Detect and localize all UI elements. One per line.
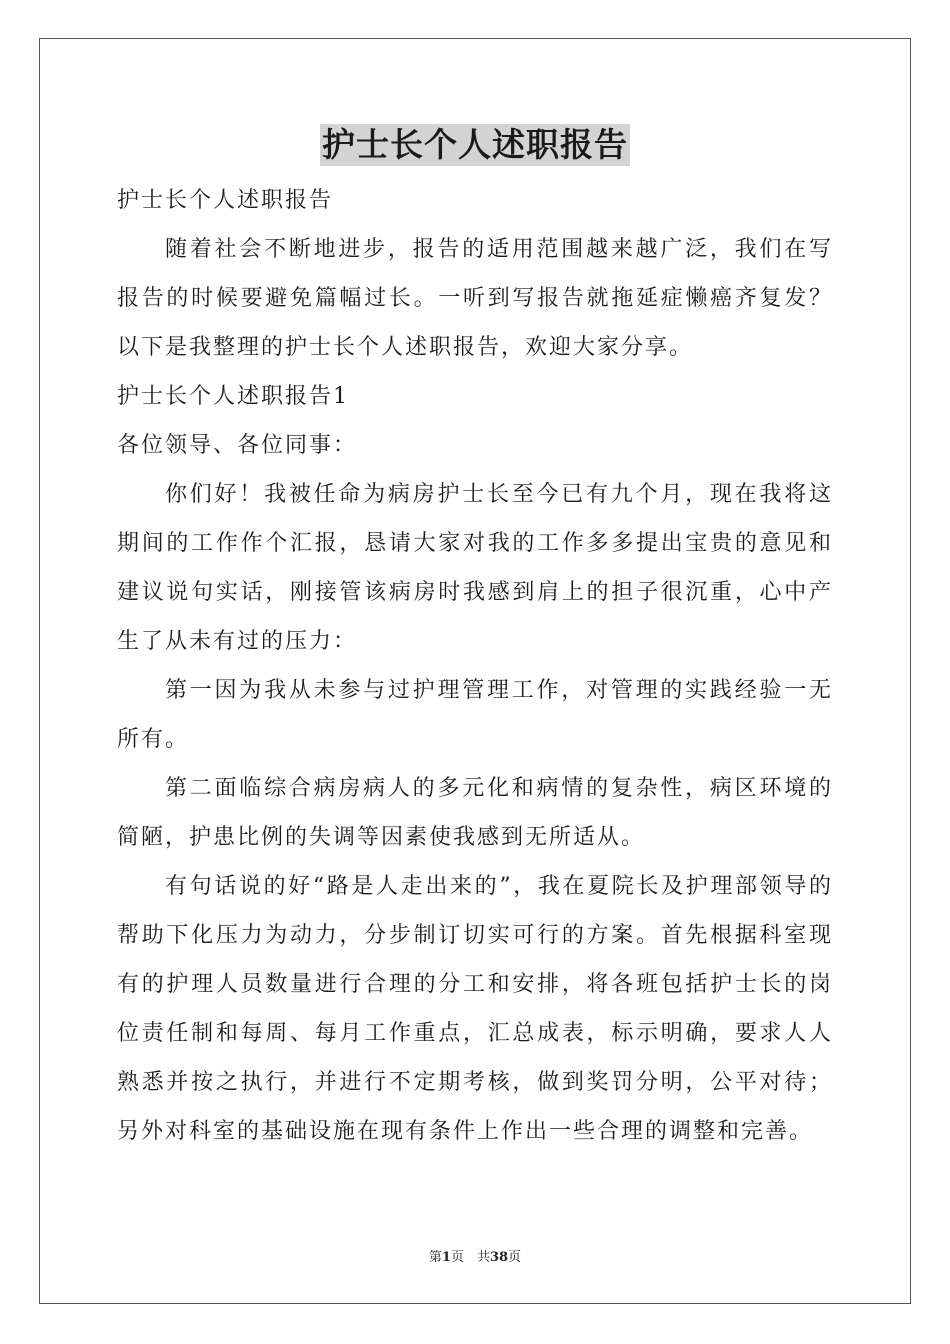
page-current: 1 bbox=[441, 1250, 451, 1265]
page-footer bbox=[0, 1246, 950, 1265]
section-heading: 护士长个人述职报告1 bbox=[117, 384, 349, 409]
document-body bbox=[117, 176, 833, 1156]
paragraph: 有句话说的好“路是人走出来的”，我在夏院长及护理部领导的帮助下化压力为动力，分步制订切实可行的方案。首先根据科室现有的护理人员数量进行合理的分工和安排，将各班包括护士长的岗位责任制和每周、每月工作重点，汇总成表，标示明确，要求人人熟悉并按之执行，并进行不定期考核，做到奖罚分明，公平对待；另外对科室的基础设施在现有条件上作出一些合理的调整和完善。 bbox=[117, 874, 833, 1144]
document-title: 护士长个人述职报告 bbox=[322, 125, 628, 164]
page-suffix: 页 bbox=[508, 1250, 522, 1265]
paragraph: 随着社会不断地进步，报告的适用范围越来越广泛，我们在写报告的时候要避免篇幅过长。一听到写报告就拖延症懒癌齐复发？以下是我整理的护士长个人述职报告，欢迎大家分享。 bbox=[117, 237, 833, 360]
salutation: 各位领导、各位同事： bbox=[117, 433, 358, 458]
paragraph: 第一因为我从未参与过护理管理工作，对管理的实践经验一无所有。 bbox=[117, 678, 833, 752]
paragraph: 护士长个人述职报告 bbox=[117, 188, 334, 213]
page-total: 38 bbox=[489, 1250, 509, 1265]
title-container bbox=[0, 124, 950, 166]
paragraph: 第二面临综合病房病人的多元化和病情的复杂性，病区环境的简陋，护患比例的失调等因素使我感到无所适从。 bbox=[117, 776, 833, 850]
paragraph: 你们好！我被任命为病房护士长至今已有九个月，现在我将这期间的工作作个汇报，恳请大家对我的工作多多提出宝贵的意见和建议说句实话，刚接管该病房时我感到肩上的担子很沉重，心中产生了从未有过的压力： bbox=[117, 482, 833, 654]
page-mid: 页 共 bbox=[450, 1250, 490, 1265]
page-prefix: 第 bbox=[428, 1250, 442, 1265]
